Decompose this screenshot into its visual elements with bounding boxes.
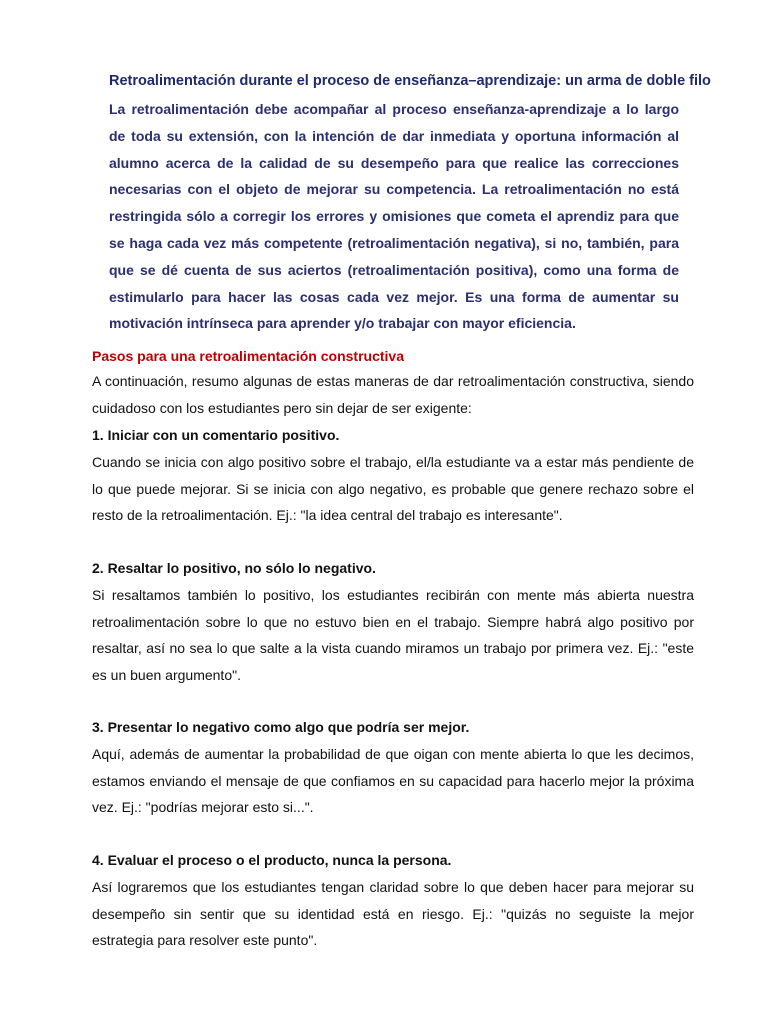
step-text: Así lograremos que los estudiantes tengan claridad sobre lo que deben hacer para mejorar su desempeño sin sentir que su identidad está en riesgo. Ej.: "quizás no seguiste la mejor estrategia para resolver este punto". bbox=[92, 878, 694, 949]
step-text: Si resaltamos también lo positivo, los estudiantes recibirán con mente más abierta nuestra retroalimentación sobre lo que no estuvo bien en el trabajo. Siempre habrá algo positivo por resaltar, así no sea lo que salte a la vista cuando miramos un trabajo por primera vez. Ej.: "este es un buen argumento". bbox=[92, 586, 694, 684]
step-text: Aquí, además de aumentar la probabilidad de que oigan con mente abierta lo que les decimos, estamos enviando el mensaje de que confiamos en su capacidad para hacerlo mejor la próxima vez. Ej.: "podrías mejorar esto si...". bbox=[92, 745, 694, 816]
step-3 bbox=[92, 714, 694, 821]
step-title: 1. Iniciar con un comentario positivo. bbox=[92, 427, 340, 443]
step-title: 4. Evaluar el proceso o el producto, nunca la persona. bbox=[92, 852, 452, 868]
document-title: Retroalimentación durante el proceso de enseñanza–aprendizaje: un arma de doble filo bbox=[109, 73, 711, 89]
step-1 bbox=[92, 422, 694, 529]
step-4 bbox=[92, 847, 694, 954]
step-text: Cuando se inicia con algo positivo sobre el trabajo, el/la estudiante va a estar más pendiente de lo que puede mejorar. Si se inicia con algo negativo, es probable que genere rechazo sobre el resto de la retroalimentación. Ej.: "la idea central del trabajo es interesante". bbox=[92, 453, 694, 524]
intro-paragraph: La retroalimentación debe acompañar al proceso enseñanza-aprendizaje a lo largo de toda su extensión, con la intención de dar inmediata y oportuna información al alumno acerca de la calidad de su desempeño para que realice las correcciones necesarias con el objeto de mejorar su competencia. La retroalimentación no está restringida sólo a corregir los errores y omisiones que cometa el aprendiz para que se haga cada vez más competente (retroalimentación negativa), si no, también, para que se dé cuenta de sus aciertos (retroalimentación positiva), como una forma de estimularlo para hacer las cosas cada vez mejor. Es una forma de aumentar su motivación intrínseca para aprender y/o trabajar con mayor eficiencia. bbox=[109, 101, 679, 332]
steps-heading: Pasos para una retroalimentación constructiva bbox=[92, 348, 404, 364]
step-title: 2. Resaltar lo positivo, no sólo lo negativo. bbox=[92, 560, 376, 576]
steps-intro-paragraph: A continuación, resumo algunas de estas maneras de dar retroalimentación constructiva, siendo cuidadoso con los estudiantes pero sin dejar de ser exigente: bbox=[92, 373, 694, 416]
step-title: 3. Presentar lo negativo como algo que podría ser mejor. bbox=[92, 719, 470, 735]
step-2 bbox=[92, 555, 694, 689]
